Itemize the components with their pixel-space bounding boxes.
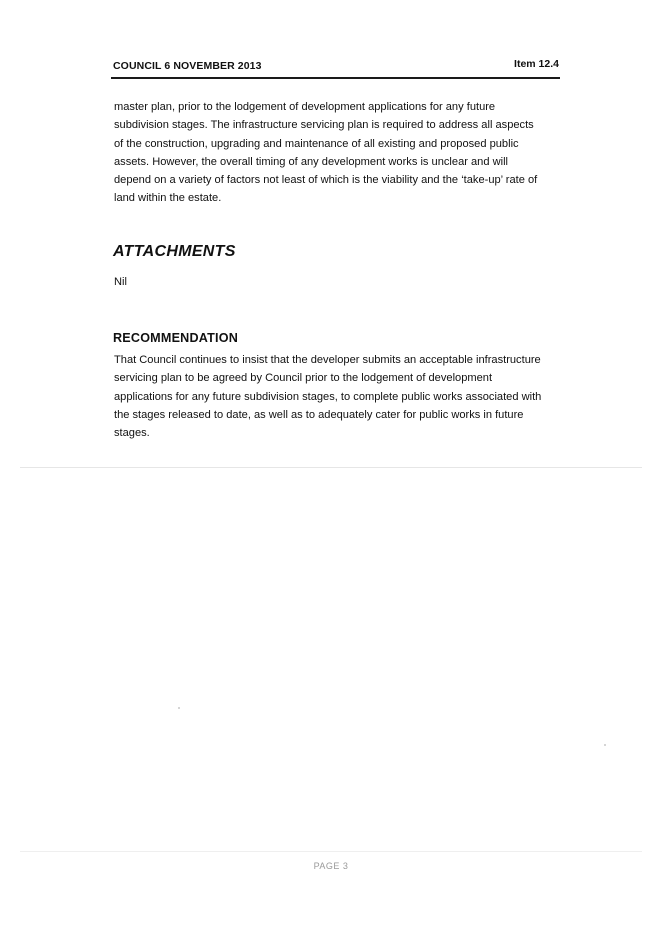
text-line: of the construction, upgrading and maintenance of all existing and proposed public bbox=[114, 137, 519, 150]
text-line: servicing plan to be agreed by Council prior to the lodgement of development bbox=[114, 372, 493, 385]
attachments-heading: ATTACHMENTS bbox=[113, 243, 236, 260]
text-line: That Council continues to insist that the developer submits an acceptable infrastructure bbox=[114, 354, 541, 366]
attachments-value: Nil bbox=[114, 276, 127, 288]
item-number: Item 12.4 bbox=[514, 58, 559, 70]
meeting-title: COUNCIL 6 NOVEMBER 2013 bbox=[113, 60, 262, 72]
text-line: assets. However, the overall timing of any development works is unclear and will bbox=[114, 155, 509, 168]
header-divider bbox=[111, 77, 560, 79]
text-line: depend on a variety of factors not least of which is the viability and the ‘take-up’ rate of bbox=[114, 174, 538, 187]
scan-artifact-line bbox=[20, 851, 642, 852]
intro-paragraph bbox=[114, 98, 564, 208]
text-line: stages. bbox=[114, 427, 150, 440]
text-line: land within the estate. bbox=[114, 192, 222, 205]
recommendation-paragraph bbox=[114, 351, 564, 442]
scan-speck bbox=[604, 744, 606, 746]
page-number: PAGE 3 bbox=[313, 861, 349, 871]
text-line: master plan, prior to the lodgement of development applications for any future bbox=[114, 101, 496, 113]
scan-speck bbox=[178, 707, 180, 709]
text-line: subdivision stages. The infrastructure servicing plan is required to address all aspects bbox=[114, 119, 534, 132]
scan-artifact-line bbox=[20, 467, 642, 468]
text-line: the stages released to date, as well as to adequately cater for public works in future bbox=[114, 408, 524, 421]
recommendation-heading: RECOMMENDATION bbox=[113, 331, 238, 345]
text-line: applications for any future subdivision stages, to complete public works associated with bbox=[114, 390, 542, 403]
